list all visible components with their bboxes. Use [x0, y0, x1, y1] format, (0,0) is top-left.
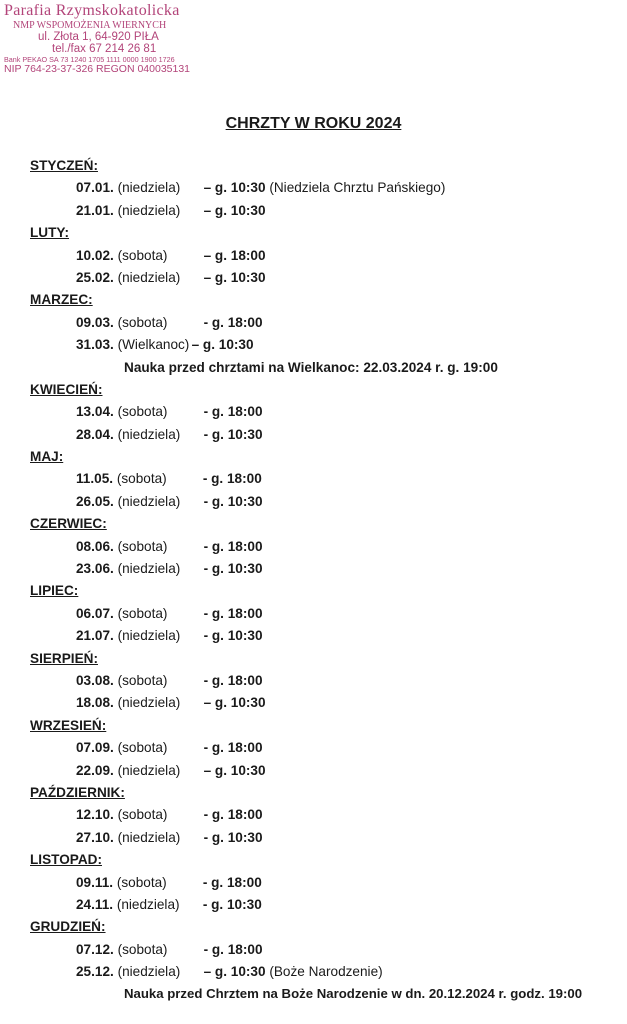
entry-date: 07.09.: [76, 740, 114, 756]
entry-day: (sobota): [117, 672, 168, 688]
schedule-entry: [30, 692, 620, 714]
entry-time: - g. 18:00: [202, 874, 262, 890]
entry-day: (niedziela): [117, 561, 181, 577]
entry-date: 21.07.: [76, 628, 114, 644]
entry-date: 06.07.: [76, 605, 114, 621]
entry-date: 09.11.: [76, 874, 114, 890]
entry-day: (niedziela): [117, 493, 181, 509]
entry-time: - g. 18:00: [203, 314, 263, 330]
entry-time: – g. 10:30: [203, 964, 266, 980]
entry-date: 07.12.: [76, 941, 114, 957]
entry-day: (niedziela): [117, 695, 181, 711]
entry-day: (niedziela): [117, 762, 181, 778]
document-title: CHRZTY W ROKU 2024: [225, 115, 402, 132]
month-heading: STYCZEŃ:: [30, 158, 98, 173]
entry-day: (sobota): [116, 874, 167, 890]
entry-date: 26.05.: [76, 493, 114, 509]
stamp-parish-dedication: NMP WSPOMOŻENIA WIERNYCH: [13, 19, 167, 31]
entry-time: - g. 18:00: [203, 941, 263, 957]
month-heading: LUTY:: [30, 225, 70, 241]
entry-date: 09.03.: [76, 314, 114, 330]
entry-day: (niedziela): [116, 896, 180, 912]
entry-day: (niedziela): [117, 829, 181, 845]
entry-day: (sobota): [117, 941, 168, 957]
entry-time: – g. 10:30: [203, 762, 266, 778]
month-heading: SIERPIEŃ:: [30, 650, 98, 666]
entry-day: (niedziela): [117, 628, 181, 644]
schedule-entry: [30, 536, 620, 558]
schedule-entry: [30, 603, 620, 625]
month-heading: MARZEC:: [30, 292, 93, 308]
entry-day: (sobota): [116, 471, 167, 487]
entry-time: – g. 10:30: [203, 269, 266, 285]
schedule-entry: [30, 200, 620, 222]
schedule-entry: [30, 312, 620, 334]
entry-time: - g. 18:00: [203, 672, 263, 688]
schedule-entry: [30, 401, 620, 423]
entry-extra: (Boże Narodzenie): [265, 964, 383, 980]
entry-day: (Wielkanoc): [117, 337, 190, 353]
parish-stamp: [4, 2, 234, 75]
month-heading: CZERWIEC:: [30, 516, 107, 532]
schedule-entry: [30, 177, 620, 199]
entry-date: 03.08.: [76, 672, 114, 688]
schedule-entry: [30, 760, 620, 782]
schedule-entry: [30, 558, 620, 580]
baptism-schedule: [30, 155, 620, 1006]
entry-date: 13.04.: [76, 404, 114, 420]
preparation-note: Nauka przed chrztami na Wielkanoc: 22.03.2024 r. g. 19:00: [124, 359, 498, 375]
entry-time: - g. 10:30: [202, 896, 262, 912]
schedule-entry: [30, 245, 620, 267]
schedule-entry: [30, 939, 620, 961]
entry-day: (niedziela): [117, 964, 181, 980]
entry-date: 21.01.: [76, 202, 114, 218]
month-heading: KWIECIEŃ:: [30, 381, 103, 397]
month-heading: PAŹDZIERNIK:: [30, 784, 125, 800]
entry-date: 11.05.: [76, 471, 114, 487]
schedule-entry: [30, 424, 620, 446]
entry-time: - g. 18:00: [203, 740, 263, 756]
entry-day: (sobota): [117, 807, 168, 823]
entry-day: (niedziela): [117, 180, 181, 196]
preparation-note: Nauka przed Chrztem na Boże Narodzenie w dn. 20.12.2024 r. godz. 19:00: [124, 986, 583, 1002]
month-heading: LIPIEC:: [30, 583, 79, 599]
schedule-entry: [30, 872, 620, 894]
entry-day: (niedziela): [117, 269, 181, 285]
month-heading: WRZESIEŃ:: [30, 717, 107, 733]
entry-date: 31.03.: [76, 337, 114, 353]
entry-time: – g. 18:00: [203, 247, 266, 263]
entry-time: - g. 10:30: [203, 493, 263, 509]
entry-date: 12.10.: [76, 807, 114, 823]
stamp-address: ul. Złota 1, 64-920 PIŁA: [38, 30, 159, 43]
entry-day: (sobota): [117, 605, 168, 621]
entry-time: – g. 10:30: [203, 180, 266, 196]
entry-day: (sobota): [117, 247, 168, 263]
month-heading: GRUDZIEŃ:: [30, 919, 106, 935]
entry-date: 25.12.: [76, 964, 114, 980]
entry-date: 23.06.: [76, 561, 114, 577]
schedule-entry: [30, 670, 620, 692]
schedule-entry: [30, 468, 620, 490]
entry-time: - g. 10:30: [203, 628, 263, 644]
entry-date: 25.02.: [76, 269, 114, 285]
entry-day: (sobota): [117, 404, 168, 420]
entry-day: (niedziela): [117, 202, 181, 218]
schedule-entry: [30, 827, 620, 849]
entry-time: - g. 18:00: [203, 605, 263, 621]
entry-time: - g. 10:30: [203, 561, 263, 577]
entry-time: – g. 10:30: [203, 202, 266, 218]
entry-date: 27.10.: [76, 829, 114, 845]
entry-date: 24.11.: [76, 896, 114, 912]
schedule-entry: [30, 625, 620, 647]
month-heading: LISTOPAD:: [30, 852, 102, 868]
entry-time: - g. 18:00: [203, 404, 263, 420]
schedule-entry: [30, 491, 620, 513]
schedule-entry: [30, 334, 620, 356]
schedule-entry: [30, 961, 620, 983]
stamp-parish-name: Parafia Rzymskokatolicka: [4, 2, 180, 19]
entry-date: 28.04.: [76, 426, 114, 442]
entry-date: 18.08.: [76, 695, 114, 711]
entry-day: (niedziela): [117, 426, 181, 442]
entry-time: - g. 10:30: [203, 829, 263, 845]
entry-time: - g. 10:30: [203, 426, 263, 442]
entry-day: (sobota): [117, 538, 168, 554]
entry-day: (sobota): [117, 740, 168, 756]
entry-time: - g. 18:00: [203, 538, 263, 554]
stamp-phone: tel./fax 67 214 26 81: [52, 43, 157, 56]
entry-date: 07.01.: [76, 180, 114, 196]
schedule-entry: [30, 804, 620, 826]
stamp-tax-ids: NIP 764-23-37-326 REGON 040035131: [4, 62, 191, 75]
entry-day: (sobota): [117, 314, 168, 330]
entry-time: - g. 18:00: [202, 471, 262, 487]
entry-time: – g. 10:30: [203, 695, 266, 711]
entry-date: 22.09.: [76, 762, 114, 778]
schedule-entry: [30, 894, 620, 916]
entry-date: 10.02.: [76, 247, 114, 263]
entry-date: 08.06.: [76, 538, 114, 554]
schedule-entry: [30, 737, 620, 759]
month-heading: MAJ:: [30, 449, 64, 465]
stamp-bank-account: Bank PEKAO SA 73 1240 1705 1111 0000 1900 1726: [4, 54, 175, 64]
entry-extra: (Niedziela Chrztu Pańskiego): [265, 180, 446, 196]
entry-time: - g. 18:00: [203, 807, 263, 823]
entry-time: – g. 10:30: [191, 337, 254, 353]
schedule-entry: [30, 267, 620, 289]
